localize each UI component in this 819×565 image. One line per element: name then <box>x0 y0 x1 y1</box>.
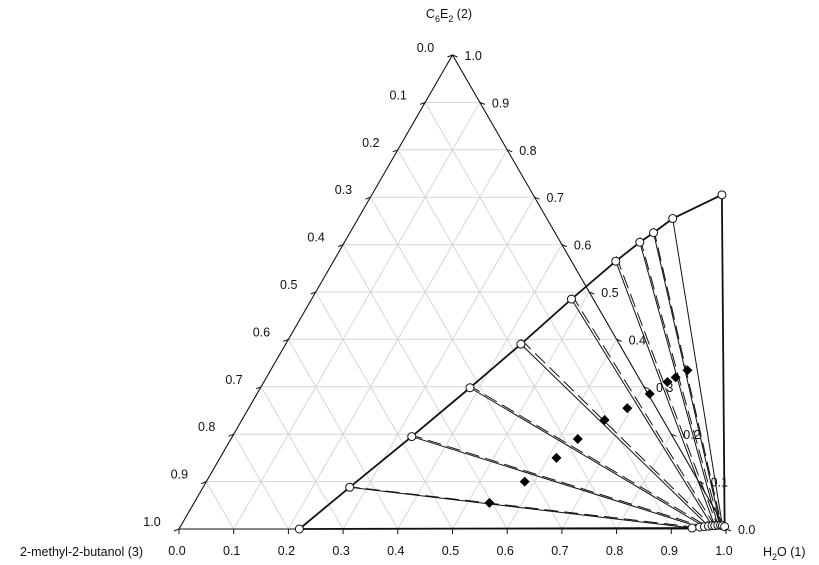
tick-label-left-3: 0.3 <box>334 183 353 198</box>
tick-label-right-2: 0.2 <box>683 428 701 443</box>
binodal-point-organic-2 <box>408 433 416 441</box>
feed-point-3 <box>573 434 583 444</box>
tick-label-left-5: 0.5 <box>280 278 298 292</box>
grid-lines <box>206 102 701 529</box>
tick-label-left-6: 0.6 <box>252 325 271 340</box>
grid-line-x3-7 <box>261 387 343 529</box>
grid-line-x1-9 <box>671 482 698 529</box>
grid-line-x3-9 <box>206 482 233 529</box>
tick-label-bottom-7: 0.7 <box>551 544 569 558</box>
tick-label-right-6: 0.6 <box>573 238 592 253</box>
binodal-curve-base <box>299 528 692 529</box>
tick-label-right-1: 0.1 <box>710 475 729 490</box>
binodal-point-organic-1 <box>346 483 354 491</box>
tick-label-right-0: 0.0 <box>738 523 756 537</box>
tick-marks-and-labels <box>143 41 755 558</box>
grid-line-x1-3 <box>343 197 534 529</box>
tick-label-right-5: 0.5 <box>601 286 619 300</box>
tick-label-bottom-2: 0.2 <box>277 544 296 558</box>
binodal-point-organic-5 <box>567 295 575 303</box>
tick-label-right-10: 1.0 <box>464 49 482 63</box>
tick-label-right-3: 0.3 <box>655 380 674 395</box>
tick-label-bottom-9: 0.9 <box>660 544 678 558</box>
feed-point-2 <box>551 453 561 463</box>
tick-label-left-4: 0.4 <box>307 230 325 245</box>
binodal-point-organic-10 <box>718 191 726 199</box>
grid-line-x3-3 <box>370 197 561 529</box>
tick-label-right-9: 0.9 <box>491 96 510 111</box>
tie-line-experimental-6 <box>640 242 718 525</box>
feed-point-4 <box>600 415 610 425</box>
tick-label-left-0: 0.0 <box>416 41 435 55</box>
grid-line-x1-5 <box>453 292 590 529</box>
tie-line-calculated-1 <box>409 434 702 526</box>
tick-label-bottom-0: 0.0 <box>168 544 186 558</box>
binodal-point-organic-9 <box>669 215 677 223</box>
vertex-label-water: $H_2O$ (1) <box>763 545 806 562</box>
tie-line-experimental-0 <box>350 487 692 528</box>
tick-label-left-8: 0.8 <box>198 420 216 435</box>
tie-line-experimental-3 <box>521 344 709 526</box>
feed-point-0 <box>484 498 494 508</box>
grid-line-x1-1 <box>234 102 480 529</box>
tick-label-left-7: 0.7 <box>225 372 243 387</box>
vertex-label-c6e2: $C_6E_2$ (2) <box>425 7 473 24</box>
vertex-label-2-methyl-2-butanol: 2-methyl-2-butanol (3) <box>20 545 143 559</box>
tick-label-right-8: 0.8 <box>519 143 537 158</box>
tick-label-left-10: 1.0 <box>143 515 161 529</box>
tick-label-bottom-1: 0.1 <box>223 544 241 558</box>
tick-label-left-1: 0.1 <box>389 88 407 103</box>
tick-label-bottom-8: 0.8 <box>605 544 624 558</box>
feed-point-5 <box>622 403 632 413</box>
binodal-point-organic-4 <box>517 340 525 348</box>
grid-line-x3-1 <box>425 102 674 529</box>
binodal-point-organic-0 <box>295 525 303 533</box>
tick-label-bottom-4: 0.4 <box>387 544 405 558</box>
tick-label-bottom-6: 0.6 <box>496 544 514 558</box>
binodal-point-organic-7 <box>636 238 644 246</box>
binodal-point-aqueous-0 <box>688 524 696 532</box>
tick-left-10 <box>174 529 179 531</box>
tick-label-left-2: 0.2 <box>362 135 380 150</box>
binodal-point-organic-3 <box>466 384 474 392</box>
binodal-point-organic-8 <box>650 229 658 237</box>
tick-label-right-7: 0.7 <box>546 191 564 206</box>
tick-label-bottom-3: 0.3 <box>332 544 350 558</box>
tick-label-left-9: 0.9 <box>170 467 189 482</box>
tick-label-bottom-5: 0.5 <box>441 544 460 558</box>
tick-label-bottom-10: 1.0 <box>715 544 733 558</box>
tick-label-right-4: 0.4 <box>628 333 646 348</box>
feed-point-1 <box>520 477 530 487</box>
grid-line-x3-5 <box>316 292 453 529</box>
binodal-point-organic-6 <box>612 257 620 265</box>
